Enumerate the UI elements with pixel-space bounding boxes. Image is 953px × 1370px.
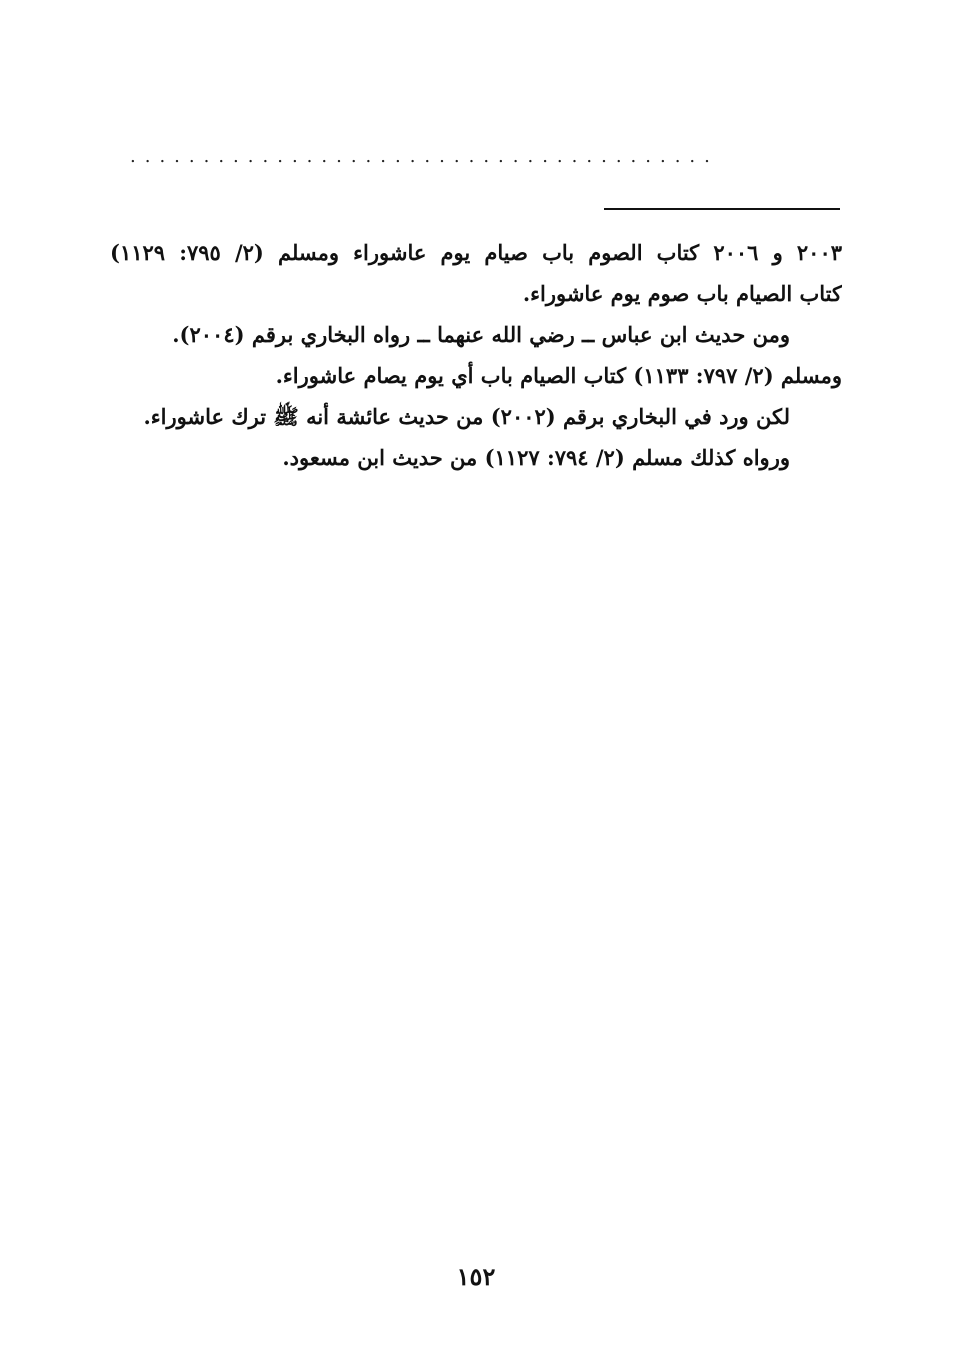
footnote-line: ورواه كذلك مسلم (٢/ ٧٩٤: ١١٢٧) من حديث ابن مسعود. <box>282 445 790 470</box>
page-number: ١٥٢ <box>456 1262 496 1291</box>
footnote-line: كتاب الصيام باب صوم يوم عاشوراء. <box>522 281 842 306</box>
dotted-separator: ........................................ <box>130 150 719 164</box>
footnote-line: ومسلم (٢/ ٧٩٧: ١١٣٣) كتاب الصيام باب أي يوم يصام عاشوراء. <box>275 363 842 388</box>
footnote-line: ومن حديث ابن عباس ــ رضي الله عنهما ــ رواه البخاري برقم (٢٠٠٤). <box>172 322 790 347</box>
footnote-rule <box>604 208 840 210</box>
footnote-line: ٢٠٠٣ و ٢٠٠٦ كتاب الصوم باب صيام يوم عاشوراء ومسلم (٢/ ٧٩٥: ١١٢٩) <box>110 240 842 265</box>
footnotes-block <box>110 232 842 478</box>
footnote-line: لكن ورد في البخاري برقم (٢٠٠٢) من حديث عائشة أنه ﷺ ترك عاشوراء. <box>143 404 790 429</box>
